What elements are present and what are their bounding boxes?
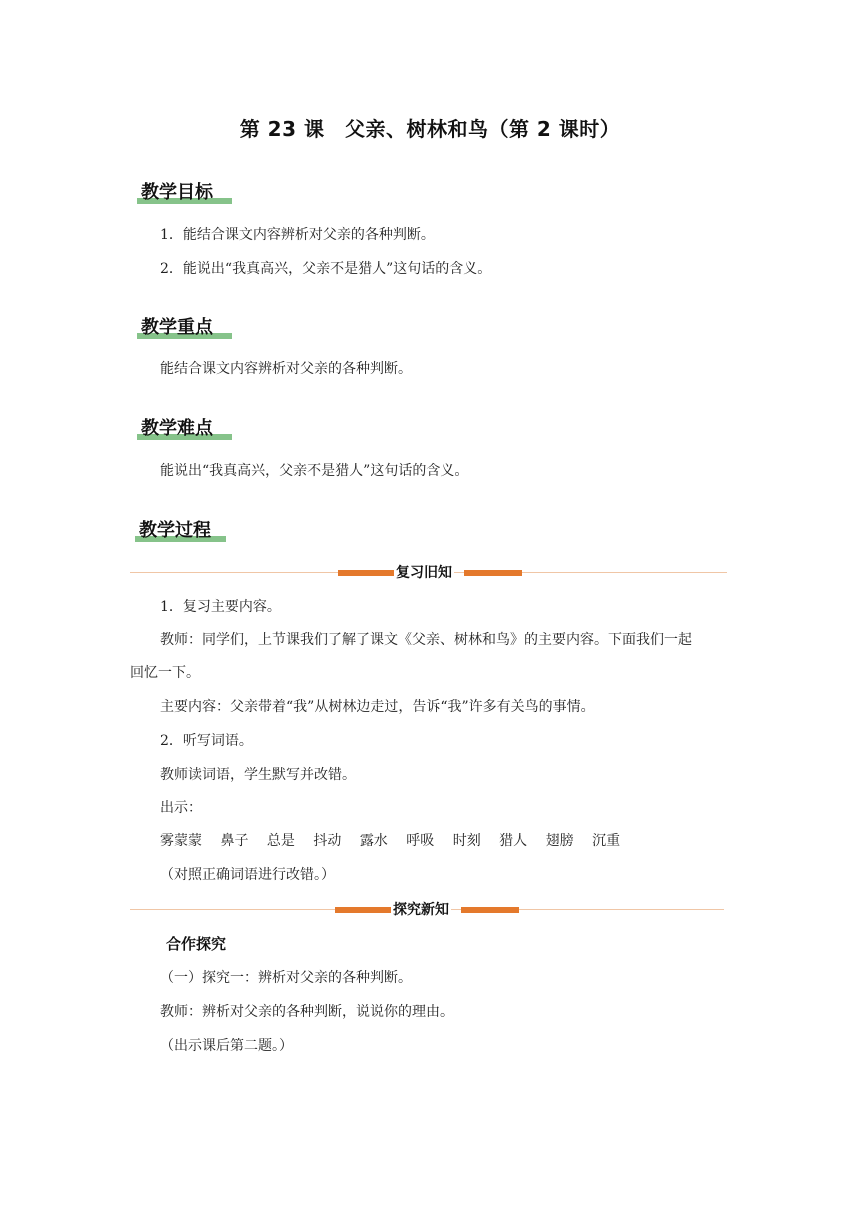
review-p2-line2: 回忆一下。 [130,665,200,681]
page-title: 第 23 课 父亲、树林和鸟（第 2 课时） [239,117,621,141]
section-heading-process-text: 教学过程 [139,520,211,541]
review-p3: 主要内容：父亲带着“我”从树林边走过，告诉“我”许多有关鸟的事情。 [160,699,595,715]
divider-label-explore: 探究新知 [393,902,449,918]
review-p7: （对照正确词语进行改错。） [160,867,335,883]
word-item: 鼻子 [220,833,249,849]
divider-label-review: 复习旧知 [396,565,452,581]
word-item: 沉重 [592,833,621,849]
review-p2-line1: 教师：同学们，上节课我们了解了课文《父亲、树林和鸟》的主要内容。下面我们一起 [160,632,692,648]
divider-accent-right [461,907,519,913]
subheading-cooperative: 合作探究 [166,935,227,953]
word-item: 雾蒙蒙 [160,833,202,849]
section-heading-process [135,516,226,546]
divider-accent-right [464,570,522,576]
word-item: 呼吸 [406,833,435,849]
section-heading-keypoints [137,313,232,343]
goal-item-2: 2．能说出“我真高兴，父亲不是猎人”这句话的含义。 [160,261,492,277]
divider-accent-left [335,907,393,913]
section-heading-goals-text: 教学目标 [141,182,213,203]
word-list [160,831,634,851]
divider-accent-left [338,570,396,576]
word-item: 翅膀 [545,833,574,849]
review-p4: 2．听写词语。 [160,733,253,749]
word-item: 抖动 [313,833,342,849]
explore-p1: （一）探究一：辨析对父亲的各种判断。 [160,970,412,986]
divider-review [130,563,727,583]
word-item: 总是 [266,833,295,849]
difficulties-text: 能说出“我真高兴，父亲不是猎人”这句话的含义。 [160,463,469,479]
review-p5: 教师读词语，学生默写并改错。 [160,767,356,783]
word-item: 露水 [359,833,388,849]
section-heading-keypoints-text: 教学重点 [141,317,213,338]
section-heading-difficulties-text: 教学难点 [141,418,213,439]
keypoints-text: 能结合课文内容辨析对父亲的各种判断。 [160,361,412,377]
divider-explore [130,900,724,920]
explore-p2: 教师：辨析对父亲的各种判断，说说你的理由。 [160,1004,454,1020]
explore-p3: （出示课后第二题。） [160,1038,293,1054]
section-heading-difficulties [137,414,232,444]
review-p6: 出示： [160,800,202,816]
goal-item-1: 1．能结合课文内容辨析对父亲的各种判断。 [160,227,435,243]
word-item: 猎人 [499,833,528,849]
review-p1: 1．复习主要内容。 [160,599,281,615]
section-heading-goals [137,178,232,208]
word-item: 时刻 [452,833,481,849]
